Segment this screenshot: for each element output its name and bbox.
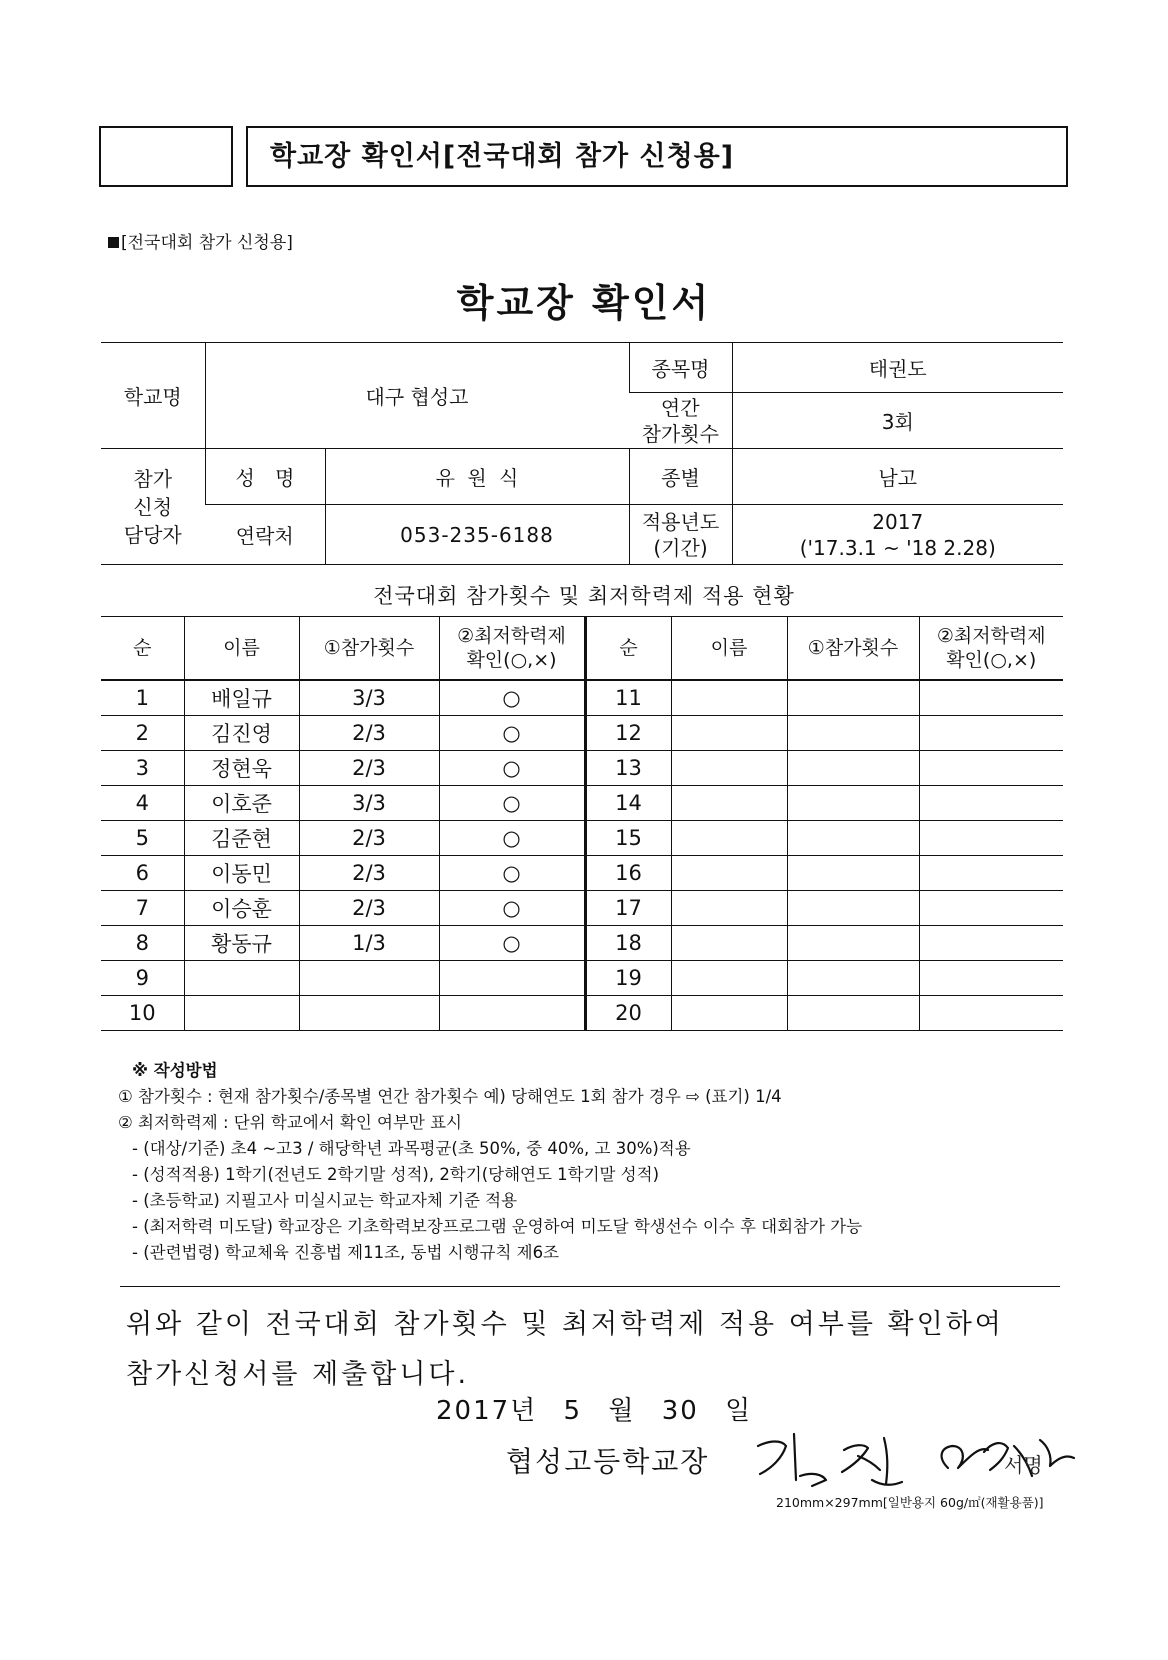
col-check [919,617,1063,681]
row-check: ○ [439,891,585,926]
row-no: 20 [585,996,671,1031]
signer-title: 협성고등학교장 [506,1445,710,1478]
col-check-line2: 확인(○,×) [946,649,1037,671]
row-count: 1/3 [299,926,439,961]
row-name [184,996,299,1031]
row-name [671,716,787,751]
year-value [732,505,1063,565]
row-name [671,891,787,926]
row-check: ○ [439,926,585,961]
year-value-line1: 2017 [872,509,924,534]
row-count [787,821,919,856]
contact-label-line2: 신청 [133,494,173,519]
name-label: 성 명 [205,449,325,505]
table-row [101,891,1063,926]
school-value: 대구 협성고 [205,343,629,449]
row-count [787,856,919,891]
note-line: ② 최저학력제 : 단위 학교에서 확인 여부만 표시 [118,1113,462,1132]
row-count: 2/3 [299,856,439,891]
row-check: ○ [439,716,585,751]
contact-label-line1: 참가 [133,466,173,491]
paper-spec: 210mm×297mm[일반용지 60g/㎡(재활용품)] [776,1495,1044,1510]
row-no: 9 [101,961,184,996]
row-no: 17 [585,891,671,926]
row-no: 4 [101,786,184,821]
row-count [787,751,919,786]
handwritten-signature [752,1424,1082,1494]
row-name [671,961,787,996]
row-count [787,891,919,926]
row-name [671,856,787,891]
row-check [439,961,585,996]
row-name: 배일규 [184,680,299,716]
row-check [919,891,1063,926]
row-no: 1 [101,680,184,716]
row-no: 6 [101,856,184,891]
row-check [919,926,1063,961]
annual-label-line2: 참가횟수 [641,421,719,446]
table-row [101,716,1063,751]
row-no: 5 [101,821,184,856]
document-header-title: 학교장 확인서[전국대회 참가 신청용] [246,126,1068,187]
col-check-line2: 확인(○,×) [466,649,557,671]
row-name: 김진영 [184,716,299,751]
name-value: 유 원 식 [325,449,629,505]
row-name [671,996,787,1031]
year-value-line2: ('17.3.1 ~ '18 2.28) [799,535,996,560]
contact-label-line3: 담당자 [123,522,182,547]
row-name [671,821,787,856]
note-line: - (최저학력 미도달) 학교장은 기초학력보장프로그램 운영하여 미도달 학생선수 이수 후 대회참가 가능 [132,1217,863,1236]
row-check [919,821,1063,856]
table-row [101,961,1063,996]
row-no: 7 [101,891,184,926]
row-check: ○ [439,856,585,891]
participation-table [101,616,1063,1031]
row-count [299,961,439,996]
row-no: 16 [585,856,671,891]
row-check [919,680,1063,716]
table-row [101,856,1063,891]
col-name: 이름 [671,617,787,681]
row-count: 2/3 [299,716,439,751]
row-no: 13 [585,751,671,786]
note-line: ① 참가횟수 : 현재 참가횟수/종목별 연간 참가횟수 예) 당해연도 1회 참가 경우 ⇨ (표기) 1/4 [118,1087,782,1106]
event-value: 태권도 [732,343,1063,393]
closing-line2: 참가신청서를 제출합니다. [126,1359,470,1390]
row-check [919,751,1063,786]
col-name: 이름 [184,617,299,681]
closing-line1: 위와 같이 전국대회 참가횟수 및 최저학력제 적용 여부를 확인하여 [126,1309,1004,1340]
row-count [787,786,919,821]
row-check: ○ [439,680,585,716]
phone-label: 연락처 [205,505,325,565]
row-count: 2/3 [299,891,439,926]
row-no: 12 [585,716,671,751]
col-count: ①참가횟수 [787,617,919,681]
phone-value: 053-235-6188 [325,505,629,565]
table-row [101,786,1063,821]
year-label [629,505,732,565]
note-line: - (대상/기준) 초4 ~고3 / 해당학년 과목평균(초 50%, 중 40%, 고 30%)적용 [132,1139,691,1158]
annual-value: 3회 [732,393,1063,449]
row-check [919,716,1063,751]
notes-heading: ※ 작성방법 [132,1061,218,1080]
divider [120,1286,1060,1287]
subheading-text: [전국대회 참가 신청용] [121,233,293,253]
row-check [919,856,1063,891]
col-no: 순 [585,617,671,681]
category-value: 남고 [732,449,1063,505]
page-title: 학교장 확인서 [456,281,712,325]
section-title: 전국대회 참가횟수 및 최저학력제 적용 현황 [373,584,795,608]
table-row [101,821,1063,856]
row-check: ○ [439,751,585,786]
row-no: 15 [585,821,671,856]
table-row [101,996,1063,1031]
row-no: 3 [101,751,184,786]
row-count [299,996,439,1031]
row-check: ○ [439,786,585,821]
row-name [671,680,787,716]
row-no: 18 [585,926,671,961]
table-row [101,751,1063,786]
square-bullet-icon [108,237,119,248]
row-no: 11 [585,680,671,716]
row-check [919,961,1063,996]
closing-statement [126,1300,1066,1400]
row-count [787,996,919,1031]
school-label: 학교명 [101,343,205,449]
year-label-line2: (기간) [653,535,708,560]
subheading [108,228,293,253]
row-no: 14 [585,786,671,821]
writing-instructions [118,1058,862,1266]
row-check [919,786,1063,821]
row-count: 2/3 [299,751,439,786]
table-row [101,926,1063,961]
row-no: 2 [101,716,184,751]
row-name: 김준현 [184,821,299,856]
annual-label-line1: 연간 [660,395,700,420]
row-count: 2/3 [299,821,439,856]
note-line: - (관련법령) 학교체육 진흥법 제11조, 동법 시행규칙 제6조 [132,1243,559,1262]
col-check-line1: ②최저학력제 [936,625,1046,647]
col-check-line1: ②최저학력제 [457,625,566,647]
row-name [671,926,787,961]
row-count [787,680,919,716]
row-count: 3/3 [299,786,439,821]
note-line: - (초등학교) 지필고사 미실시교는 학교자체 기준 적용 [132,1191,518,1210]
row-check: ○ [439,821,585,856]
event-label: 종목명 [629,343,732,393]
row-no: 19 [585,961,671,996]
year-label-line1: 적용년도 [641,509,720,534]
note-line: - (성적적용) 1학기(전년도 2학기말 성적), 2학기(당해연도 1학기말 성적) [132,1165,660,1184]
table-row [101,680,1063,716]
contact-label [101,449,205,565]
row-name [184,961,299,996]
row-no: 10 [101,996,184,1031]
category-label: 종별 [629,449,732,505]
row-no: 8 [101,926,184,961]
row-name: 정현욱 [184,751,299,786]
row-name: 이동민 [184,856,299,891]
row-count [787,961,919,996]
row-count [787,926,919,961]
row-name: 황동규 [184,926,299,961]
row-count [787,716,919,751]
row-check [919,996,1063,1031]
row-check [439,996,585,1031]
annual-label [629,393,732,449]
col-no: 순 [101,617,184,681]
row-name: 이승훈 [184,891,299,926]
row-name: 이호준 [184,786,299,821]
col-count: ①참가횟수 [299,617,439,681]
row-name [671,751,787,786]
info-table [101,342,1063,565]
header-blank-box [99,126,233,187]
row-name [671,786,787,821]
svg-text:서명: 서명 [1004,1453,1043,1477]
col-check [439,617,585,681]
row-count: 3/3 [299,680,439,716]
document-date: 2017년 5 월 30 일 [436,1396,753,1426]
